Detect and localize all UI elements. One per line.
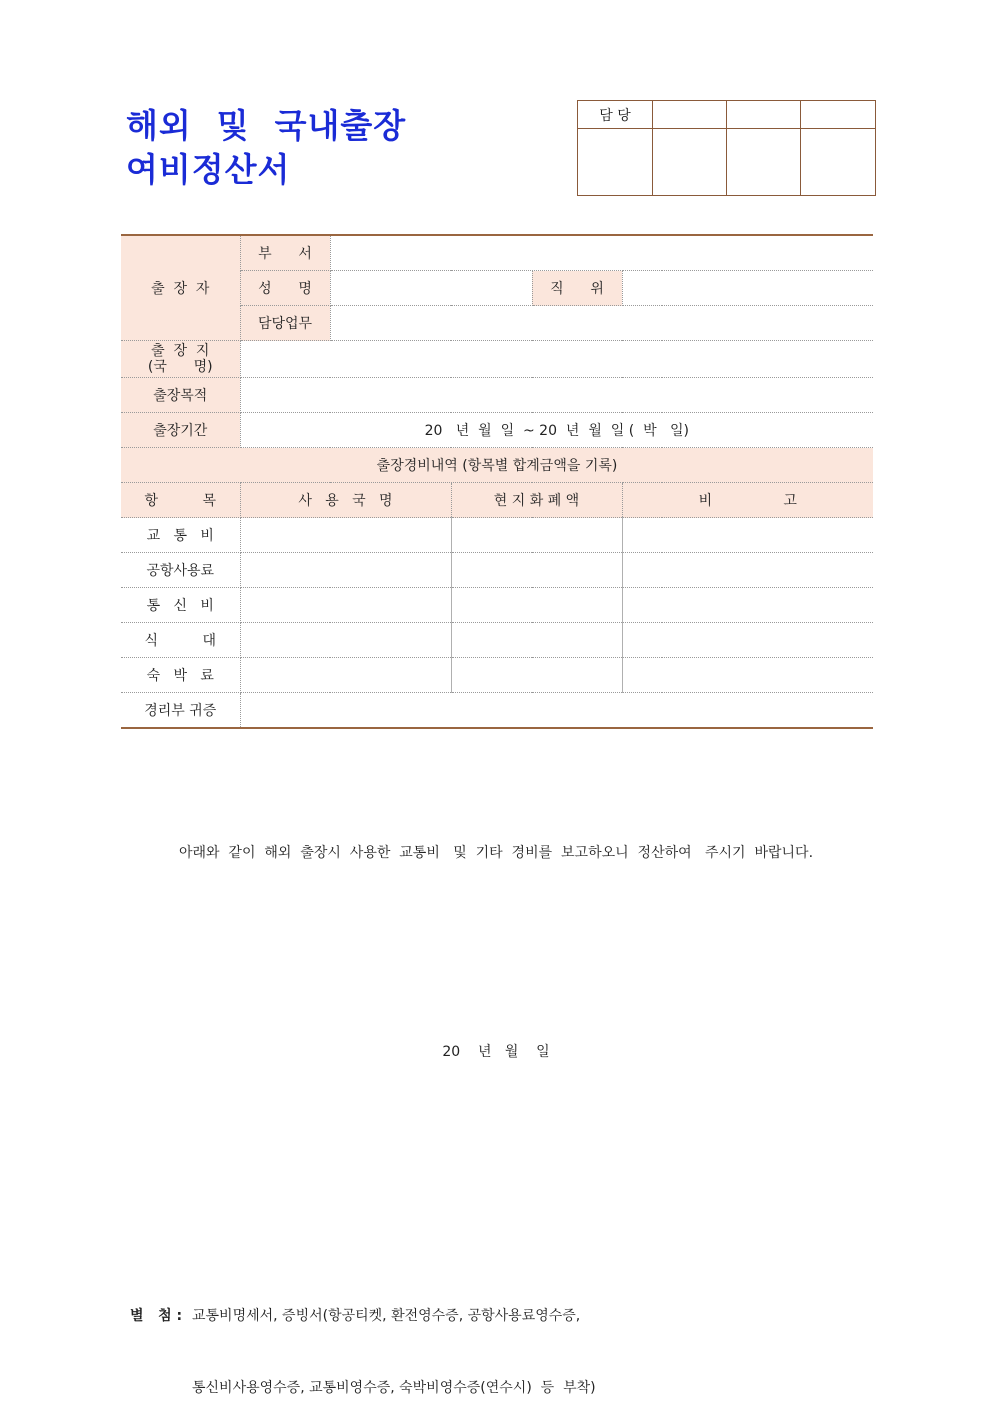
destination-field[interactable] [240,341,873,378]
lodging-country-field[interactable] [240,658,451,693]
attachment-line-2: 통신비사용영수증, 교통비영수증, 숙박비영수증(연수시) 등 부착) [192,1380,596,1396]
meals-country-field[interactable] [240,623,451,658]
column-header-country: 사 용 국 명 [240,483,451,518]
name-label: 성 명 [240,271,330,306]
period-label: 출장기간 [121,413,240,448]
accounting-label: 경리부 귀증 [121,693,240,729]
approval-header-cell-3 [727,101,801,129]
lodging-amount-field[interactable] [451,658,622,693]
airport-fee-amount-field[interactable] [451,553,622,588]
destination-label-line-2: (국 명) [147,359,213,375]
meals-remarks-field[interactable] [622,623,873,658]
row-label-meals: 식 대 [121,623,240,658]
column-header-local-amount: 현 지 화 폐 액 [451,483,622,518]
expense-form [121,234,873,729]
row-label-airport-fee: 공항사용료 [121,553,240,588]
approval-header-cell-4 [801,101,876,129]
attachment-label: 별 첨 : [130,1308,183,1324]
attachment-note [130,1256,596,1424]
approval-sign-cell-1[interactable] [578,129,653,196]
accounting-field[interactable] [240,693,873,729]
purpose-field[interactable] [240,378,873,413]
attachment-line-1: 교통비명세서, 증빙서(항공티켓, 환전영수증, 공항사용료영수증, [192,1308,581,1324]
table-row [121,518,873,553]
approval-box [577,100,876,196]
communication-country-field[interactable] [240,588,451,623]
approval-header: 담 당 [578,101,653,129]
row-label-transport: 교 통 비 [121,518,240,553]
expense-section-title: 출장경비내역 (항목별 합계금액을 기록) [121,448,873,483]
transport-amount-field[interactable] [451,518,622,553]
dept-label: 부 서 [240,235,330,271]
row-label-communication: 통 신 비 [121,588,240,623]
approval-sign-cell-4[interactable] [801,129,876,196]
traveler-label: 출 장 자 [121,235,240,341]
title-line-1: 해외 및 국내출장 [126,106,407,145]
title-line-2: 여비정산서 [126,150,291,189]
transport-country-field[interactable] [240,518,451,553]
communication-amount-field[interactable] [451,588,622,623]
position-field[interactable] [622,271,873,306]
table-row [121,658,873,693]
airport-fee-country-field[interactable] [240,553,451,588]
duty-field[interactable] [330,306,873,341]
lodging-remarks-field[interactable] [622,658,873,693]
document-title [126,104,406,192]
date-line: 20 년 월 일 [442,1044,550,1060]
approval-sign-cell-3[interactable] [727,129,801,196]
destination-label-line-1: 출 장 지 [151,343,210,359]
communication-remarks-field[interactable] [622,588,873,623]
period-field[interactable]: 20 년 월 일 ~ 20 년 월 일 ( 박 일) [240,413,873,448]
transport-remarks-field[interactable] [622,518,873,553]
airport-fee-remarks-field[interactable] [622,553,873,588]
table-row [121,623,873,658]
meals-amount-field[interactable] [451,623,622,658]
duty-label: 담당업무 [240,306,330,341]
column-header-remarks: 비 고 [622,483,873,518]
table-row [121,588,873,623]
column-header-item: 항 목 [121,483,240,518]
dept-field[interactable] [330,235,873,271]
table-row [121,553,873,588]
purpose-label: 출장목적 [121,378,240,413]
position-label: 직 위 [532,271,622,306]
statement-text: 아래와 같이 해외 출장시 사용한 교통비 및 기타 경비를 보고하오니 정산하여 주시기 바랍니다. [178,845,814,861]
approval-header-cell-2 [653,101,727,129]
name-field[interactable] [330,271,532,306]
destination-label [121,341,240,378]
row-label-lodging: 숙 박 료 [121,658,240,693]
approval-sign-cell-2[interactable] [653,129,727,196]
